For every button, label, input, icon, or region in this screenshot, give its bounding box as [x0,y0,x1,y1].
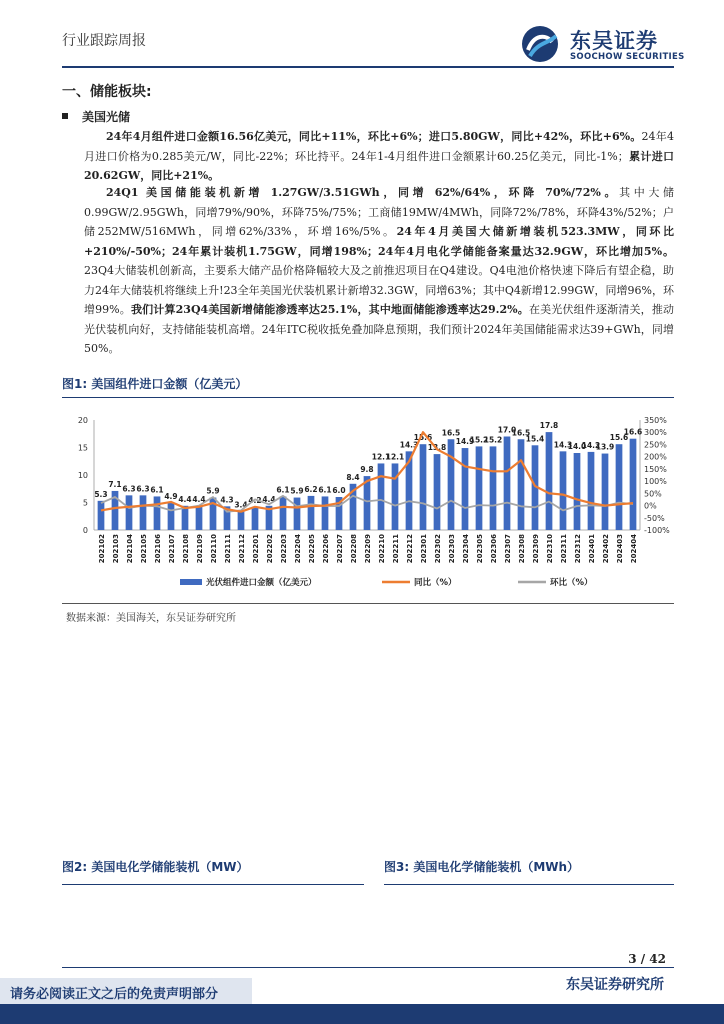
bar [252,507,259,530]
bar-value-label: 13.9 [595,442,615,452]
x-tick-label: 202308 [518,534,526,564]
bar [588,452,595,530]
bar [168,503,175,530]
legend-label-mom: 环比（%） [550,578,593,588]
bar-value-label: 15.6 [609,433,629,443]
bar-value-label: 15.2 [483,435,503,445]
bar-value-label: 4.4 [262,494,276,504]
x-tick-label: 202402 [602,534,610,564]
header-rule [62,66,674,68]
bar [560,451,567,530]
x-tick-label: 202404 [630,534,638,564]
x-tick-label: 202108 [182,534,190,564]
p2-bold-b: 24年4月美国大储新增装机523.3MW，同环比+210%/-50%；24年累计装机1.75GW，同增198%；24年4月电化学储能备案量达32.9GW，环比增加5%。 [84,225,674,258]
figure2-title: 图2: 美国电化学储能装机（MW） [62,860,249,874]
x-tick-label: 202212 [406,534,414,564]
p1-bold-a: 24年4月组件进口金额16.56亿美元，同比+11%，环比+6%；进口5.80GW，同比+42%，环比+6%。 [106,130,642,143]
figure2-rule [62,884,364,885]
x-tick-label: 202305 [476,534,484,564]
footer-org: 东吴证券研究所 [566,977,664,993]
x-tick-label: 202401 [588,534,596,564]
figure1-chart [62,404,674,604]
bar-value-label: 12.1 [371,452,391,462]
legend-label-yoy: 同比（%） [414,578,457,588]
bar-value-label: 14.3 [399,440,419,450]
bar [504,437,511,531]
bar-value-label: 6.3 [136,484,150,494]
subsection-label: 美国光储 [82,110,131,124]
bar-value-label: 16.6 [623,427,643,437]
x-tick-label: 202309 [532,534,540,564]
x-tick-label: 202203 [280,534,288,564]
p1-bold-b: 累计进口20.62GW，同比+21%。 [84,149,674,182]
bar [574,453,581,530]
bar-value-label: 15.4 [525,434,545,444]
x-tick-label: 202111 [224,534,232,564]
bar [308,496,315,530]
p2-normal-c: 在美光伏组件逐渐清关，推动光伏装机向好，支持储能装机高增。24年ITC税收抵免叠加降息预期，我们预计2024年美国储能需求达39+GWh，同增50%。 [84,303,675,355]
x-tick-label: 202307 [504,534,512,564]
x-tick-label: 202403 [616,534,624,564]
bar-value-label: 6.3 [122,484,136,494]
bottom-band [0,1004,724,1024]
y-right-tick-label: 250% [644,440,667,450]
bar [434,454,441,530]
y-right-tick-label: -50% [644,513,665,523]
bar [462,448,469,530]
bar [630,439,637,530]
bar [490,446,497,530]
bar-value-label: 16.5 [511,428,531,438]
bar-value-label: 15.2 [469,435,489,445]
p2-normal-a: 其中大储 0.99GW/2.95GWh，同增79%/90%，环降75%/75%；工商储19MW/4MWh，同降72%/78%，环降43%/52%；户储252MW/516MWh，同增62%/33%，环增16%/5%。 [84,186,675,238]
chart-svg [62,404,674,604]
bar-value-label: 7.1 [108,479,122,489]
y-right-tick-label: 150% [644,464,667,474]
y-right-tick-label: 300% [644,428,667,438]
x-tick-label: 202311 [560,534,568,564]
x-tick-label: 202312 [574,534,582,564]
report-type-title: 行业跟踪周报 [62,33,146,49]
x-tick-label: 202301 [420,534,428,564]
bar [126,495,133,530]
bar-value-label: 5.9 [206,486,220,496]
bar-value-label: 14.0 [567,442,587,451]
p1-normal-a: 24年4月进口价格为0.285美元/W，同比-22%；环比持平。24年1-4月组件进口金额累计60.25亿美元，同比-1%； [84,130,674,163]
bar [616,444,623,530]
bullet-square-icon [62,113,68,119]
x-tick-label: 202107 [168,534,176,564]
x-tick-label: 202209 [364,534,372,564]
bar-value-label: 9.8 [360,465,374,475]
bar-value-label: 6.0 [332,486,346,495]
y-right-tick-label: 100% [644,477,667,487]
y-left-tick-label: 0 [82,526,88,535]
bar-value-label: 5.9 [290,486,304,496]
bar-value-label: 5.3 [94,489,108,499]
company-logo [520,24,685,66]
bar [196,506,203,530]
bar [322,496,329,530]
x-tick-label: 202202 [266,534,274,564]
bar [476,446,483,530]
x-tick-label: 202204 [294,534,302,564]
y-left-tick-label: 20 [77,416,88,425]
figure1-bottom-rule [62,603,674,604]
x-tick-label: 202303 [448,534,456,564]
bar [602,454,609,530]
bar [182,506,189,530]
legend-label-bars: 光伏组件进口金额（亿美元） [206,578,317,588]
bar-value-label: 6.1 [150,485,164,495]
bar [420,444,427,530]
bar [378,463,385,530]
paragraph-storage-installs [84,183,674,359]
bar-value-label: 6.1 [318,485,332,495]
footer-rule [62,967,674,968]
paragraph-module-imports [84,127,674,186]
bar [238,511,245,530]
section-title: 一、储能板块: [62,84,152,100]
bar-value-label: 3.4 [234,500,248,510]
bar-value-label: 6.1 [276,485,290,495]
bar [98,501,105,530]
x-tick-label: 202207 [336,534,344,564]
x-tick-label: 202109 [196,534,204,564]
y-right-tick-label: 350% [644,416,667,425]
y-left-tick-label: 10 [77,471,88,480]
bar-value-label: 14.2 [581,440,601,450]
x-tick-label: 202206 [322,534,330,564]
bar-value-label: 6.2 [304,484,318,494]
bar [546,432,553,530]
subsection-title [62,108,130,125]
bar [154,496,161,530]
disclaimer-bar [0,978,252,1004]
bar-value-label: 4.2 [248,495,262,505]
bar [280,496,287,530]
soochow-logo-icon [520,24,564,64]
page-number: 3 / 42 [628,952,666,966]
x-tick-label: 202210 [378,534,386,564]
figure1-source: 数据来源：美国海关，东吴证券研究所 [66,613,236,624]
x-tick-label: 202205 [308,534,316,564]
x-tick-label: 202110 [210,534,218,564]
figure1-title: 图1: 美国组件进口金额（亿美元） [62,377,248,391]
bar [518,439,525,530]
figure3-title: 图3: 美国电化学储能装机（MWh） [384,860,580,874]
bar-value-label: 14.3 [553,440,573,450]
bar [392,463,399,530]
y-right-tick-label: 50% [644,489,662,499]
p2-normal-b: 23Q4大储装机创新高，主要系大储产品价格降幅较大及之前推迟项目在Q4建设。Q4电池价格快速下降后有望企稳，助力24年大储装机将继续上升!23全年美国光伏装机累计新增32.3GW，同增63%；其中Q4新增12.99GW，同增96%，环增99%。 [84,264,674,316]
bar [294,498,301,530]
logo-english-name: SOOCHOW SECURITIES [570,52,685,62]
bar-value-label: 4.3 [220,495,234,505]
x-tick-label: 202103 [112,534,120,564]
bar-value-label: 16.5 [441,428,461,438]
x-tick-label: 202302 [434,534,442,564]
bar-value-label: 4.4 [178,494,192,504]
bar-value-label: 13.8 [427,443,447,453]
p2-bold-a: 24Q1 美国储能装机新增 1.27GW/3.51GWh，同增 62%/64%，环降 70%/72%。 [106,186,620,199]
bar-value-label: 17.0 [497,425,517,435]
y-right-tick-label: 200% [644,452,667,462]
logo-chinese-name: 东吴证券 [570,29,658,53]
bar [364,476,371,530]
x-tick-label: 202306 [490,534,498,564]
bar-value-label: 4.9 [164,492,178,502]
disclaimer-text: 请务必阅读正文之后的免责声明部分 [10,987,219,1002]
figure3-rule [384,884,674,885]
legend-swatch-bars [180,579,202,585]
bar [448,439,455,530]
y-right-tick-label: 0% [644,501,657,511]
y-right-tick-label: -100% [644,526,670,535]
y-left-tick-label: 15 [77,443,88,453]
x-tick-label: 202112 [238,534,246,564]
y-left-tick-label: 5 [82,498,88,508]
x-tick-label: 202105 [140,534,148,564]
x-tick-label: 202304 [462,534,470,564]
bar-value-label: 17.8 [539,421,559,431]
x-tick-label: 202211 [392,534,400,564]
figure1-top-rule [62,397,674,398]
bar [140,495,147,530]
p2-bold-c: 我们计算23Q4美国新增储能渗透率达25.1%，其中地面储能渗透率达29.2%。 [130,303,529,316]
bar-value-label: 8.4 [346,472,360,482]
x-tick-label: 202102 [98,534,106,564]
x-tick-label: 202104 [126,534,134,564]
bar-value-label: 12.1 [385,452,405,462]
x-tick-label: 202208 [350,534,358,564]
bar-value-label: 15.6 [413,433,433,443]
x-tick-label: 202106 [154,534,162,564]
x-tick-label: 202310 [546,534,554,564]
bar-value-label: 14.9 [455,437,475,447]
x-tick-label: 202201 [252,534,260,564]
bar-value-label: 4.4 [192,494,206,504]
